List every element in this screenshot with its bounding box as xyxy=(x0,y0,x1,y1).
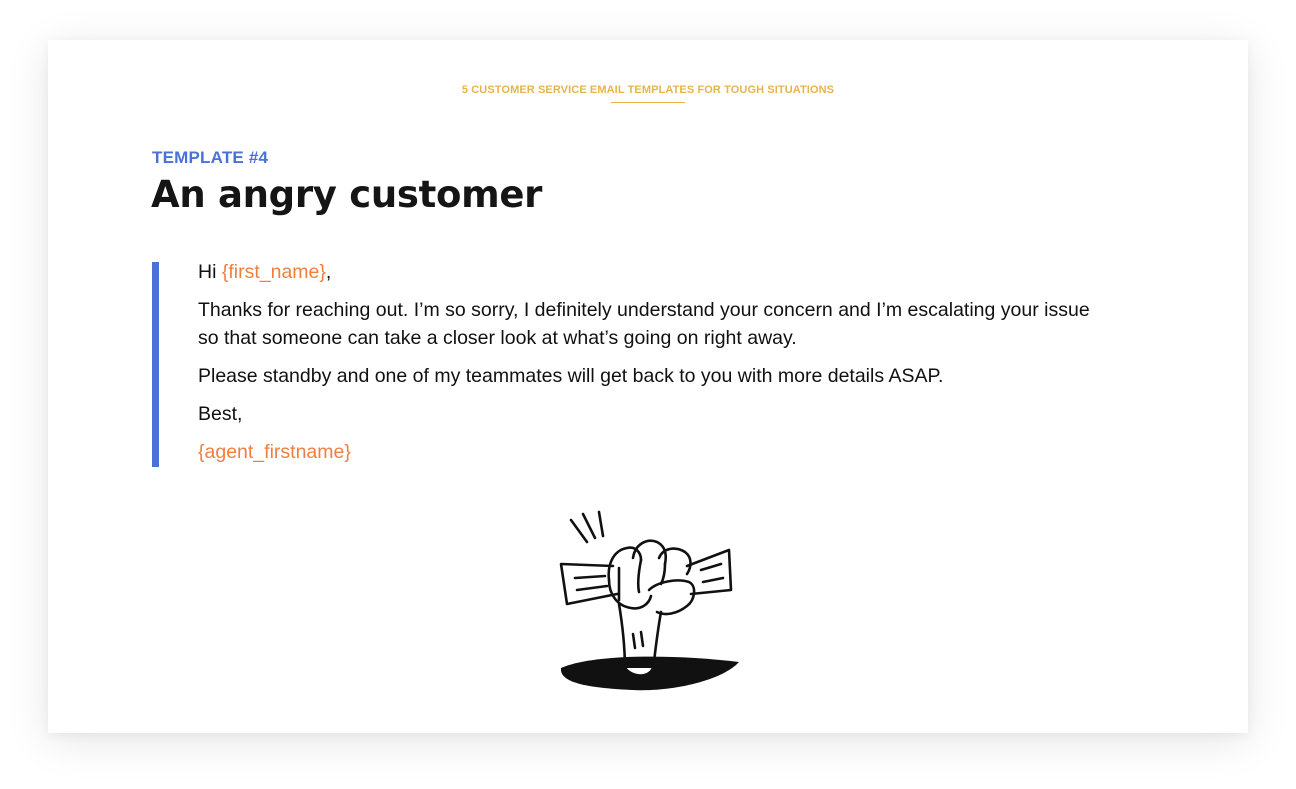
email-signoff: Best, xyxy=(198,403,243,425)
greeting-suffix: , xyxy=(325,261,332,283)
first-name-variable: {first_name} xyxy=(221,261,326,283)
email-paragraph-2: Please standby and one of my teammates will get back to you with more details ASAP. xyxy=(198,365,944,387)
email-greeting xyxy=(198,258,1112,286)
template-number-label: TEMPLATE #4 xyxy=(152,148,269,167)
agent-firstname-variable: {agent_firstname} xyxy=(198,441,351,463)
template-title: An angry customer xyxy=(151,173,543,216)
fist-clutching-paper-icon xyxy=(553,508,743,692)
greeting-prefix: Hi xyxy=(198,261,222,283)
email-paragraph-1: Thanks for reaching out. I’m so sorry, I definitely understand your concern and I’m escalating your issue so that someone can take a closer look at what’s going on right away. xyxy=(198,299,1090,349)
email-template-quote xyxy=(152,262,1112,467)
template-card xyxy=(48,40,1248,733)
section-kicker: 5 CUSTOMER SERVICE EMAIL TEMPLATES FOR TOUGH SITUATIONS xyxy=(461,84,835,96)
kicker-underline xyxy=(611,102,685,103)
